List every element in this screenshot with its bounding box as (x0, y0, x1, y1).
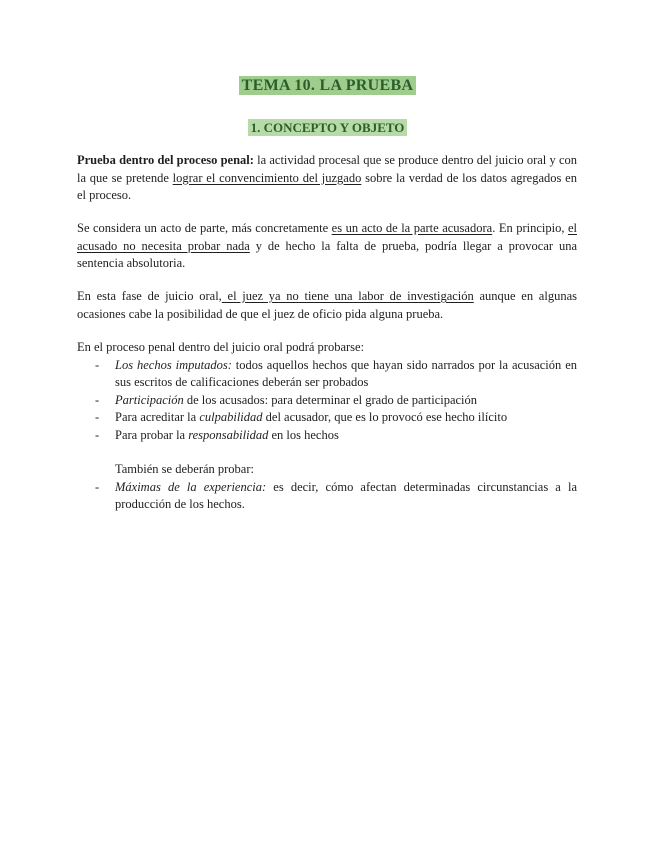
section-highlight: 1. CONCEPTO Y OBJETO (248, 119, 408, 136)
text: sobre la verdad de los datos agregados en el proceso. (77, 170, 577, 202)
text: Para probar la (115, 427, 189, 442)
text: Se considera un acto de parte, más concretamente (77, 221, 332, 235)
text: es decir, cómo afectan determinadas circunstancias a la producción de los hechos. (115, 479, 577, 511)
dash-bullet: - (95, 392, 100, 407)
title-highlight: TEMA 10. LA PRUEBA (239, 76, 417, 95)
text: en los hechos (268, 427, 339, 442)
dash-bullet: - (95, 410, 100, 424)
italic-term: Los hechos imputados: (115, 357, 232, 372)
text: Para acreditar la (115, 410, 200, 424)
dash-bullet: - (95, 479, 100, 494)
paragraph-objeto-prueba (77, 339, 577, 514)
text: todos aquellos hechos que hayan sido narrados por la acusación en sus escritos de calificaciones deberán ser probados (115, 357, 577, 389)
proof-list (77, 357, 577, 445)
section-heading (0, 120, 655, 136)
page-title (0, 77, 655, 95)
text: . En principio, (492, 221, 568, 235)
underlined-text: el acusado no necesita probar nada (77, 221, 577, 253)
list-intro: En el proceso penal dentro del juicio oral podrá probarse: (77, 340, 365, 354)
paragraph-acto-parte (77, 220, 577, 273)
paragraph-definition (77, 152, 577, 205)
text: de los acusados: para determinar el grado de participación (183, 392, 478, 407)
list-item (77, 392, 577, 410)
spacer (77, 444, 577, 461)
underlined-text: lograr el convencimiento del juzgado (172, 170, 362, 185)
term-bold: Prueba dentro del proceso penal: (77, 153, 254, 167)
also-prove-intro: También se deberán probar: (115, 462, 254, 476)
paragraph-juicio-oral (77, 288, 577, 323)
text: la actividad procesal que se produce dentro del juicio oral y con la que se pretende (77, 153, 577, 185)
list-item (77, 427, 577, 445)
extra-proof-list (77, 479, 577, 514)
underlined-text: es un acto de la parte acusadora (331, 221, 493, 235)
dash-bullet: - (95, 427, 100, 442)
italic-term: culpabilidad (199, 410, 263, 424)
underlined-text: el juez ya no tiene una labor de investigación (221, 289, 474, 303)
text: y de hecho la falta de prueba, podría llegar a provocar una sentencia absolutoria. (77, 238, 577, 270)
list-item (77, 479, 577, 514)
text: aunque en algunas ocasiones cabe la posibilidad de que el juez de oficio pida alguna prueba. (77, 289, 577, 321)
italic-term: Máximas de la experiencia: (115, 479, 267, 494)
dash-bullet: - (95, 357, 100, 372)
text: En esta fase de juicio oral, (77, 289, 222, 303)
italic-term: Participación (115, 392, 184, 407)
text: del acusador, que es lo provocó ese hecho ilícito (262, 410, 508, 424)
italic-term: responsabilidad (188, 427, 269, 442)
list-item (77, 357, 577, 392)
list-item (77, 409, 577, 427)
